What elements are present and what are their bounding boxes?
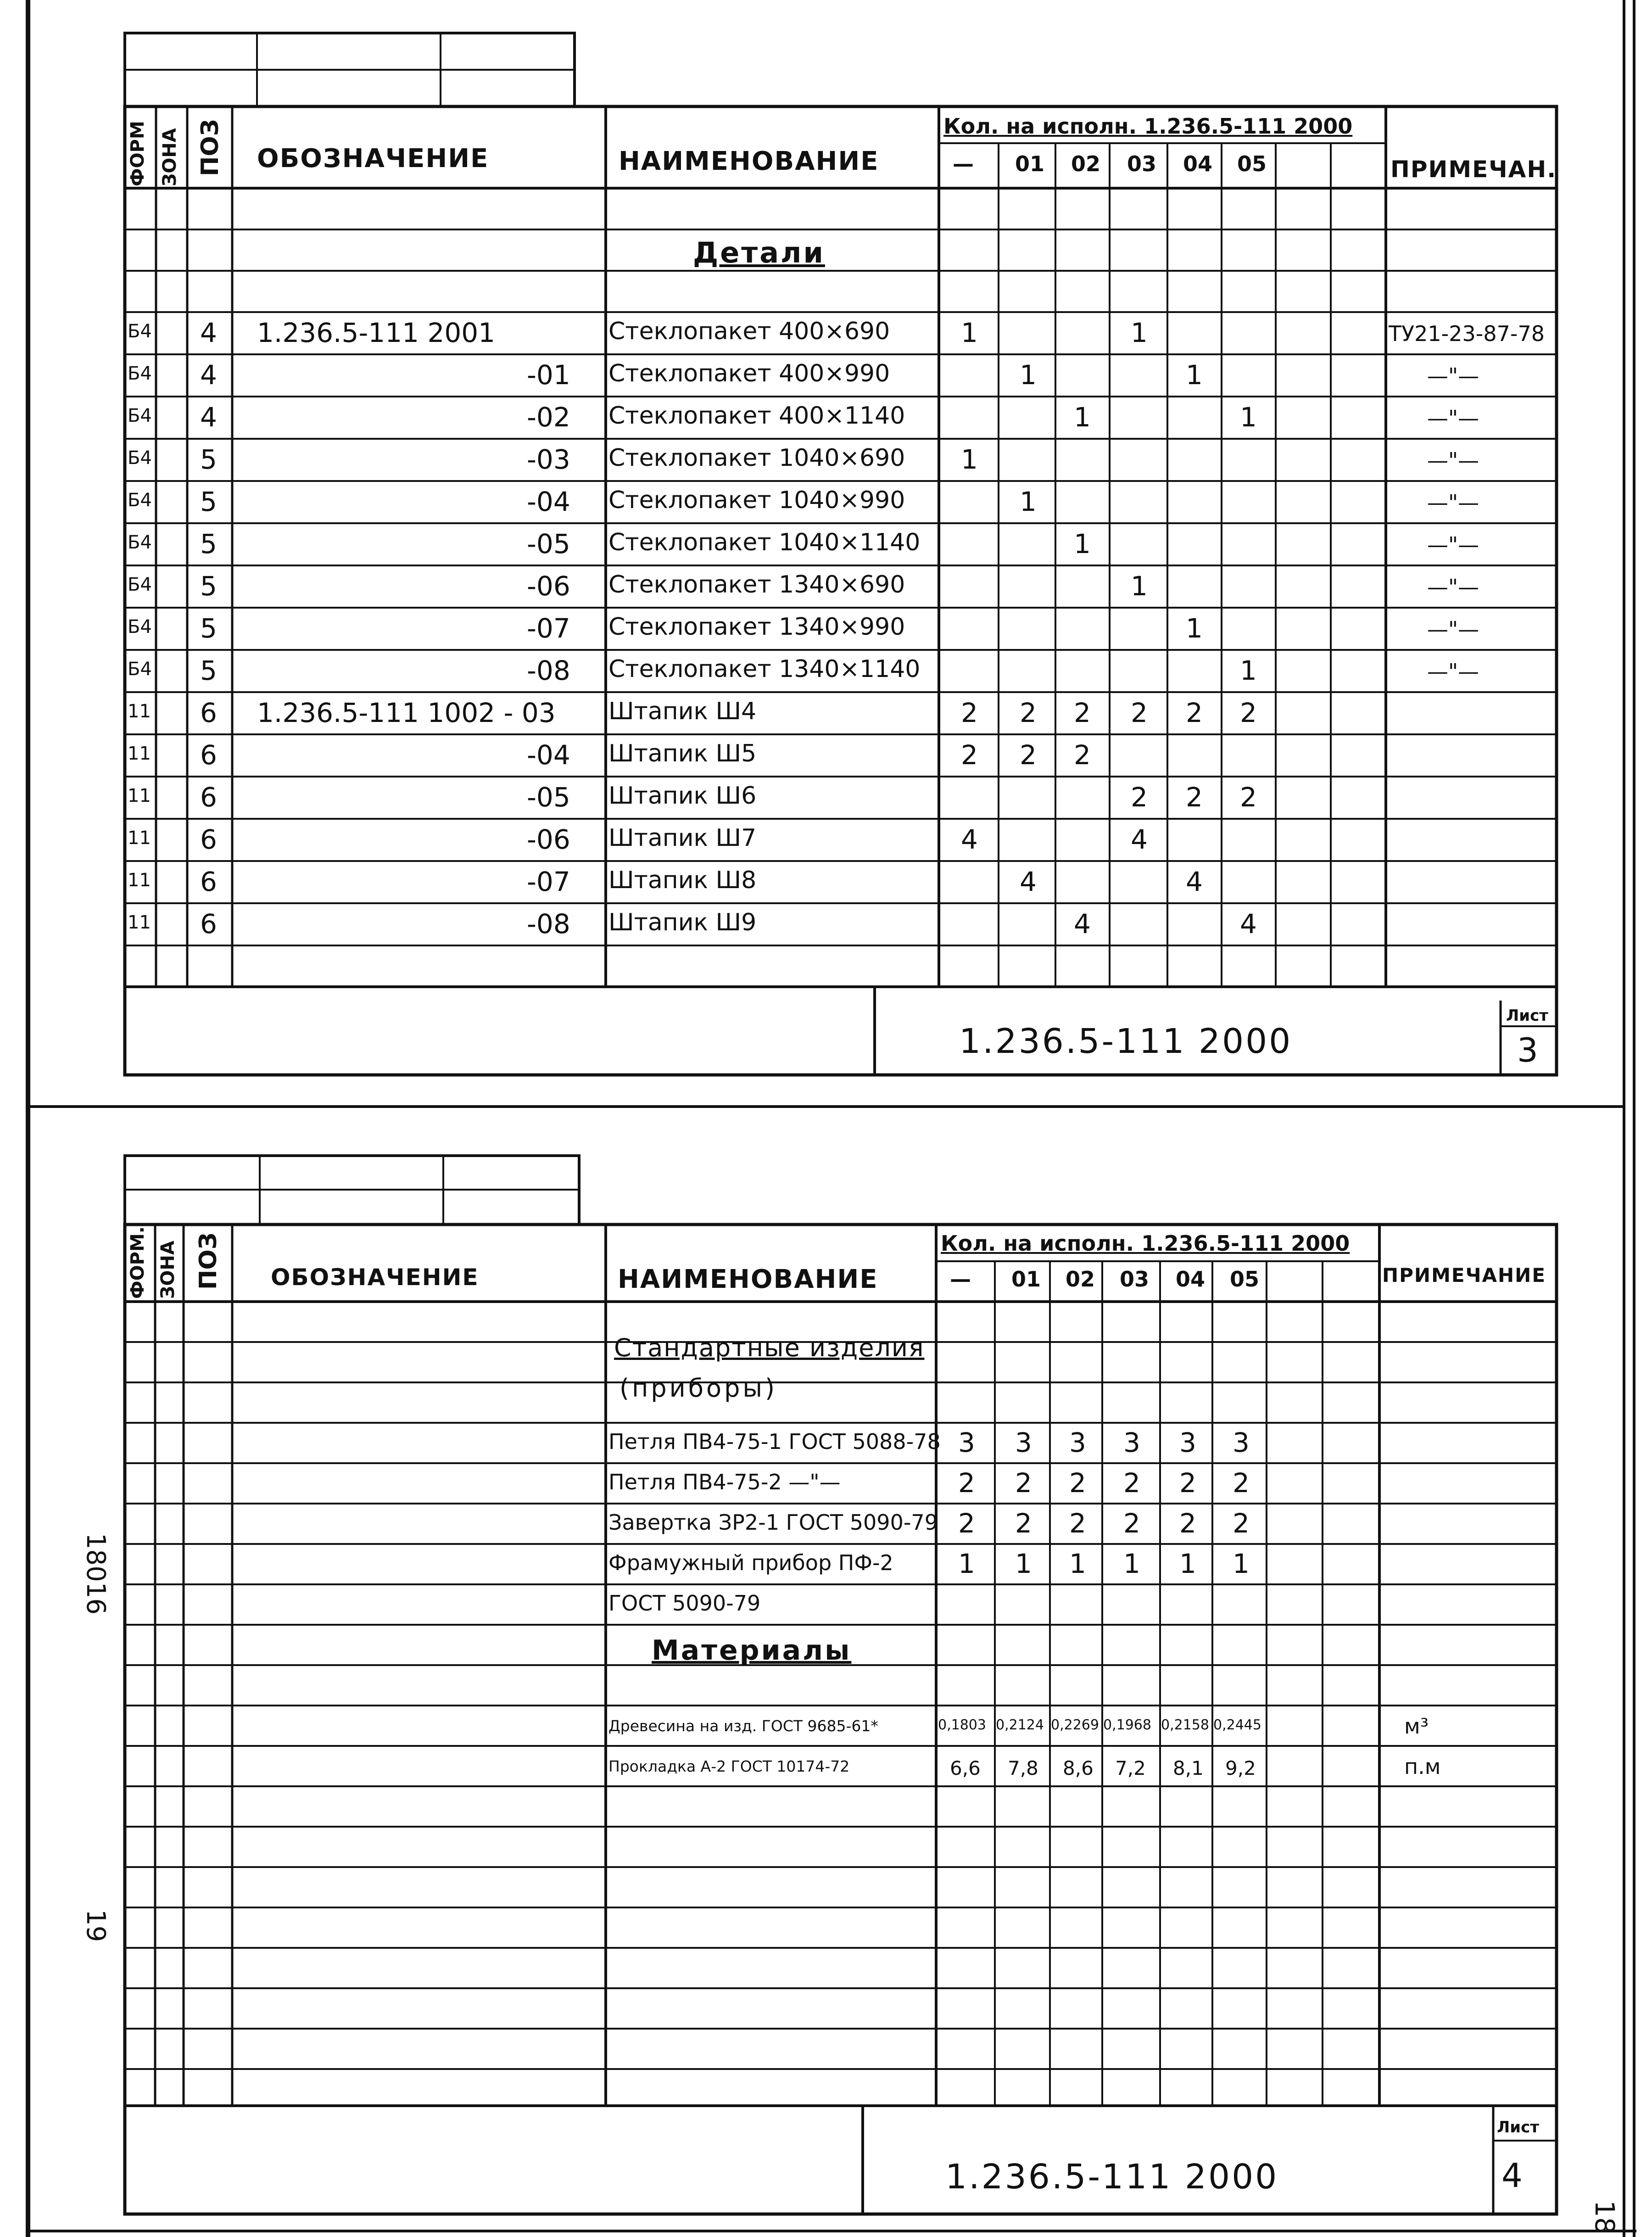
stamp-sheet-number: 4 xyxy=(1501,2156,1523,2195)
col-zone-header: ЗОНА xyxy=(159,128,180,186)
material-qty: 0,2445 xyxy=(1213,1717,1261,1733)
row-pos: 4 xyxy=(200,359,217,391)
row-name: Стеклопакет 400×1140 xyxy=(608,402,905,430)
col-note-header: ПРИМЕЧАН. xyxy=(1390,156,1557,183)
col-qty-title: Кол. на исполн. 1.236.5-111 2000 xyxy=(941,1231,1350,1256)
row-pos: 5 xyxy=(200,486,217,517)
row-note: —"— xyxy=(1427,490,1479,515)
stamp-document-code: 1.236.5-111 2000 xyxy=(959,1022,1293,1061)
row-qty: 1 xyxy=(1123,1548,1140,1579)
row-pos: 5 xyxy=(200,570,217,602)
row-pos: 6 xyxy=(200,866,217,897)
row-form: Б4 xyxy=(128,405,152,426)
row-name: Штапик Ш9 xyxy=(608,909,757,936)
row-name: Петля ПВ4-75-2 —"— xyxy=(608,1470,841,1494)
row-pos: 4 xyxy=(200,317,217,348)
col-designation-header: ОБОЗНАЧЕНИЕ xyxy=(271,1264,479,1291)
row-name: Штапик Ш8 xyxy=(608,867,757,894)
col-form-header: ФОРМ xyxy=(127,121,148,186)
row-qty: 2 xyxy=(1233,1508,1250,1539)
row-qty: 2 xyxy=(1020,739,1037,771)
row-qty: 3 xyxy=(1179,1427,1196,1458)
section-title-standard: Стандартные изделия xyxy=(614,1333,925,1362)
row-qty: 1 xyxy=(1020,486,1037,517)
row-name: Петля ПВ4-75-1 ГОСТ 5088-78 xyxy=(608,1429,941,1454)
row-name: Штапик Ш5 xyxy=(608,740,757,767)
row-name: Штапик Ш7 xyxy=(608,824,757,852)
row-qty: 1 xyxy=(1233,1548,1250,1579)
stamp-sheet-label: Лист xyxy=(1497,2118,1539,2136)
row-qty: 1 xyxy=(1131,317,1148,348)
material-qty: 0,2158 xyxy=(1161,1717,1209,1733)
row-designation: -05 xyxy=(527,782,570,813)
row-form: Б4 xyxy=(128,616,152,638)
row-pos: 5 xyxy=(200,444,217,475)
row-form: 11 xyxy=(128,828,151,849)
row-qty: 1 xyxy=(1131,570,1148,602)
material-name: Прокладка А-2 ГОСТ 10174-72 xyxy=(608,1757,850,1775)
material-qty: 9,2 xyxy=(1225,1757,1256,1779)
row-designation: -07 xyxy=(527,866,570,897)
row-qty: 4 xyxy=(1131,824,1148,855)
row-qty: 1 xyxy=(1240,655,1257,686)
row-designation: -06 xyxy=(527,570,570,602)
row-form: 11 xyxy=(128,870,151,891)
row-form: 11 xyxy=(128,912,151,933)
qty-variant-3: 03 xyxy=(1120,1267,1150,1292)
sheet-4 xyxy=(0,1108,1652,2237)
row-qty: 1 xyxy=(1179,1548,1196,1579)
row-pos: 6 xyxy=(200,697,217,728)
row-qty: 4 xyxy=(1074,908,1091,940)
qty-variant-1: 01 xyxy=(1015,151,1045,176)
row-qty: 1 xyxy=(1015,1548,1032,1579)
row-note: —"— xyxy=(1427,532,1479,557)
col-qty-title: Кол. на исполн. 1.236.5-111 2000 xyxy=(943,114,1353,139)
row-qty: 1 xyxy=(961,317,978,348)
row-qty: 2 xyxy=(1233,1467,1250,1499)
row-qty: 4 xyxy=(1020,866,1037,897)
qty-variant-5: 05 xyxy=(1237,151,1267,176)
row-note: —"— xyxy=(1427,575,1479,599)
qty-variant-2: 02 xyxy=(1071,151,1101,176)
row-form: 11 xyxy=(128,785,151,806)
row-form: 11 xyxy=(128,743,151,764)
row-qty: 3 xyxy=(1233,1427,1250,1458)
row-designation: -06 xyxy=(527,824,570,855)
col-form-header: ФОРМ. xyxy=(127,1226,148,1299)
row-designation: -02 xyxy=(527,402,570,433)
row-qty: 1 xyxy=(961,444,978,475)
margin-page-number: 19 xyxy=(81,1909,111,1942)
row-designation: 1.236.5-111 2001 xyxy=(257,317,496,348)
row-name: Стеклопакет 1040×1140 xyxy=(608,529,921,556)
row-qty: 2 xyxy=(1131,782,1148,813)
qty-variant-0: — xyxy=(950,1267,971,1292)
row-form: Б4 xyxy=(128,574,152,595)
row-qty: 1 xyxy=(1074,402,1091,433)
col-pos-header: ПОЗ xyxy=(196,119,224,176)
row-pos: 6 xyxy=(200,739,217,771)
row-name: Стеклопакет 1340×690 xyxy=(608,571,905,598)
material-qty: 8,6 xyxy=(1063,1757,1094,1779)
material-unit: п.м xyxy=(1404,1754,1441,1779)
qty-variant-4: 04 xyxy=(1176,1267,1206,1292)
row-designation: -08 xyxy=(527,908,570,940)
row-note: —"— xyxy=(1427,448,1479,473)
row-designation: 1.236.5-111 1002 - 03 xyxy=(257,697,556,728)
row-qty: 3 xyxy=(1069,1427,1086,1458)
row-form: Б4 xyxy=(128,363,152,384)
stamp-document-code: 1.236.5-111 2000 xyxy=(945,2157,1279,2197)
row-name: Завертка ЗР2-1 ГОСТ 5090-79 xyxy=(608,1510,938,1535)
row-qty: 4 xyxy=(1186,866,1203,897)
col-name-header: НАИМЕНОВАНИЕ xyxy=(619,146,879,176)
row-name: Стеклопакет 1040×990 xyxy=(608,487,905,514)
row-qty: 2 xyxy=(1020,697,1037,728)
row-qty: 2 xyxy=(1123,1467,1140,1499)
row-qty: 2 xyxy=(958,1467,975,1499)
col-note-header: ПРИМЕЧАНИЕ xyxy=(1382,1264,1546,1286)
row-form: Б4 xyxy=(128,490,152,511)
row-qty: 1 xyxy=(1020,359,1037,391)
margin-archive-number: 18016 xyxy=(81,1533,111,1615)
row-qty: 3 xyxy=(1123,1427,1140,1458)
material-name: Древесина на изд. ГОСТ 9685-61* xyxy=(608,1717,878,1735)
row-name: Стеклопакет 400×690 xyxy=(608,318,890,345)
col-designation-header: ОБОЗНАЧЕНИЕ xyxy=(257,144,489,173)
row-name: Стеклопакет 400×990 xyxy=(608,360,890,387)
qty-variant-1: 01 xyxy=(1011,1267,1041,1292)
row-designation: -07 xyxy=(527,613,570,644)
qty-variant-3: 03 xyxy=(1127,151,1157,176)
material-qty: 0,1968 xyxy=(1103,1717,1151,1733)
row-designation: -04 xyxy=(527,739,570,771)
section-title-details: Детали xyxy=(693,236,825,269)
row-designation: -08 xyxy=(527,655,570,686)
row-qty: 2 xyxy=(961,739,978,771)
row-pos: 6 xyxy=(200,908,217,940)
row-name: Фрамужный прибор ПФ-2 xyxy=(608,1550,893,1575)
row-qty: 3 xyxy=(958,1427,975,1458)
row-designation: -03 xyxy=(527,444,570,475)
row-name: Стеклопакет 1340×990 xyxy=(608,613,905,641)
row-name: ГОСТ 5090-79 xyxy=(608,1591,761,1616)
row-qty: 1 xyxy=(958,1548,975,1579)
row-pos: 4 xyxy=(200,402,217,433)
row-qty: 1 xyxy=(1074,528,1091,559)
row-qty: 1 xyxy=(1069,1548,1086,1579)
material-qty: 0,2124 xyxy=(996,1717,1044,1733)
col-name-header: НАИМЕНОВАНИЕ xyxy=(618,1264,878,1294)
row-qty: 4 xyxy=(1240,908,1257,940)
row-qty: 2 xyxy=(1240,782,1257,813)
qty-variant-4: 04 xyxy=(1183,151,1213,176)
row-form: Б4 xyxy=(128,447,152,469)
row-designation: -04 xyxy=(527,486,570,517)
row-qty: 2 xyxy=(958,1508,975,1539)
qty-variant-0: — xyxy=(953,151,974,176)
row-qty: 2 xyxy=(1186,782,1203,813)
row-qty: 2 xyxy=(1240,697,1257,728)
row-qty: 2 xyxy=(1074,739,1091,771)
row-note: —"— xyxy=(1427,406,1479,431)
row-name: Штапик Ш4 xyxy=(608,698,757,725)
row-note: ТУ21-23-87-78 xyxy=(1389,321,1545,346)
material-qty: 0,2269 xyxy=(1051,1717,1099,1733)
row-name: Штапик Ш6 xyxy=(608,782,757,810)
row-qty: 2 xyxy=(1179,1467,1196,1499)
row-form: Б4 xyxy=(128,321,152,342)
col-pos-header: ПОЗ xyxy=(195,1232,222,1290)
row-form: 11 xyxy=(128,701,151,722)
row-pos: 5 xyxy=(200,655,217,686)
row-designation: -01 xyxy=(527,359,570,391)
material-qty: 7,2 xyxy=(1115,1757,1146,1779)
row-qty: 2 xyxy=(1131,697,1148,728)
col-zone-header: ЗОНА xyxy=(157,1241,179,1299)
material-qty: 0,1803 xyxy=(938,1717,986,1733)
row-designation: -05 xyxy=(527,528,570,559)
sheet-3 xyxy=(0,0,1652,1106)
row-qty: 2 xyxy=(1069,1467,1086,1499)
row-qty: 3 xyxy=(1015,1427,1032,1458)
row-note: —"— xyxy=(1427,659,1479,684)
corner-number: 18 xyxy=(1589,2200,1620,2234)
row-qty: 1 xyxy=(1186,359,1203,391)
row-qty: 2 xyxy=(1015,1508,1032,1539)
row-qty: 2 xyxy=(1069,1508,1086,1539)
row-name: Стеклопакет 1340×1140 xyxy=(608,655,921,683)
row-qty: 2 xyxy=(1179,1508,1196,1539)
material-qty: 8,1 xyxy=(1173,1757,1204,1779)
row-name: Стеклопакет 1040×690 xyxy=(608,444,905,472)
row-pos: 5 xyxy=(200,613,217,644)
row-qty: 2 xyxy=(1015,1467,1032,1499)
section-title-materials: Материалы xyxy=(652,1634,852,1667)
row-qty: 2 xyxy=(1123,1508,1140,1539)
row-note: —"— xyxy=(1427,364,1479,388)
row-qty: 4 xyxy=(961,824,978,855)
section-title-devices: (приборы) xyxy=(620,1374,778,1403)
material-qty: 7,8 xyxy=(1008,1757,1038,1779)
row-note: —"— xyxy=(1427,617,1479,642)
row-qty: 1 xyxy=(1186,613,1203,644)
row-qty: 2 xyxy=(961,697,978,728)
qty-variant-5: 05 xyxy=(1230,1267,1260,1292)
row-qty: 2 xyxy=(1074,697,1091,728)
row-form: Б4 xyxy=(128,659,152,680)
row-pos: 6 xyxy=(200,824,217,855)
row-qty: 2 xyxy=(1186,697,1203,728)
row-pos: 5 xyxy=(200,528,217,559)
material-qty: 6,6 xyxy=(950,1757,981,1779)
row-pos: 6 xyxy=(200,782,217,813)
row-form: Б4 xyxy=(128,532,152,553)
material-unit: м³ xyxy=(1404,1714,1429,1739)
stamp-sheet-number: 3 xyxy=(1517,1031,1538,1069)
stamp-sheet-label: Лист xyxy=(1506,1007,1548,1025)
row-qty: 1 xyxy=(1240,402,1257,433)
qty-variant-2: 02 xyxy=(1066,1267,1095,1292)
